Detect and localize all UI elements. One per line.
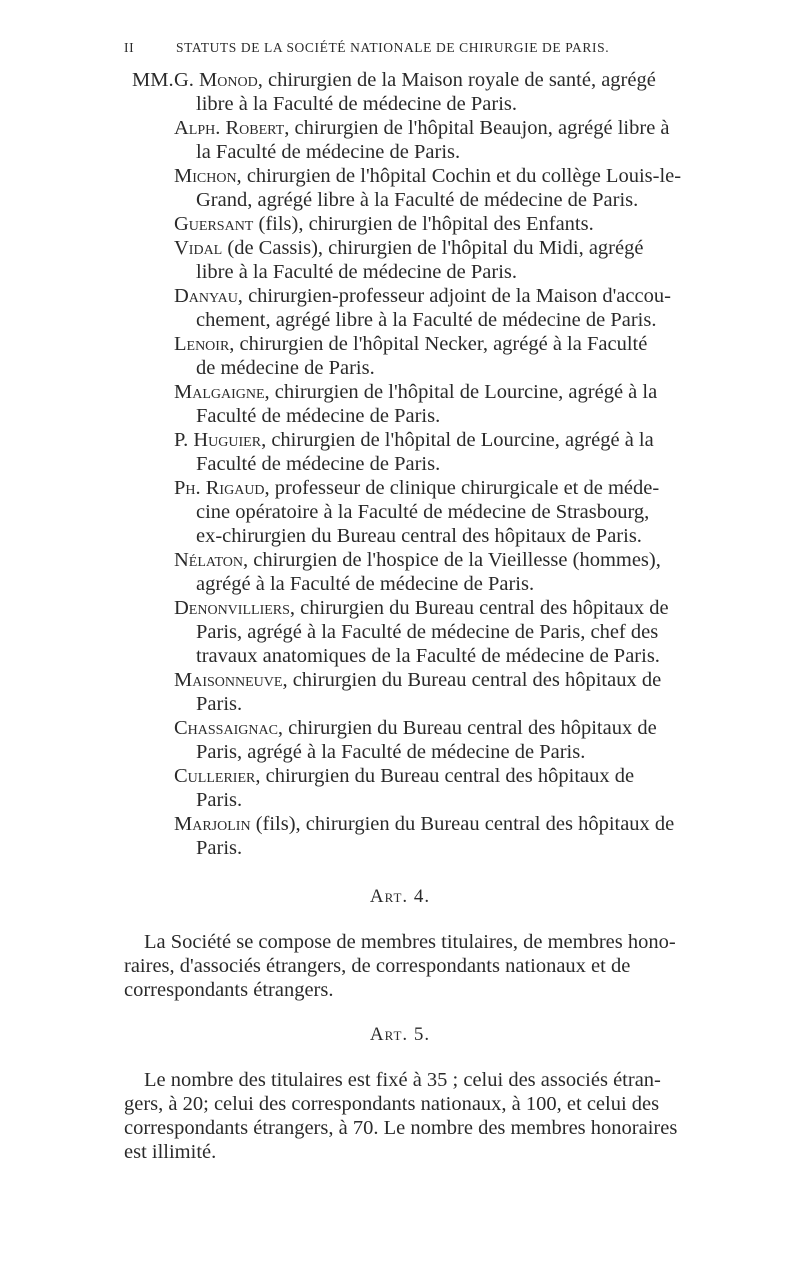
member-description: agrégé à la Faculté de médecine de Paris. bbox=[196, 573, 535, 595]
member-name: Cullerier, bbox=[174, 765, 261, 787]
member-description: (de Cassis), chirurgien de l'hôpital du Midi, agrégé bbox=[227, 237, 644, 259]
page-number: II bbox=[124, 40, 135, 55]
member-entry bbox=[132, 236, 712, 284]
member-entry bbox=[132, 116, 712, 164]
member-description: Paris. bbox=[196, 789, 243, 811]
member-description: Faculté de médecine de Paris. bbox=[196, 405, 441, 427]
member-description: chirurgien de l'hôpital de Lourcine, agrégé à la bbox=[274, 381, 658, 403]
member-entry bbox=[132, 812, 712, 860]
member-entry bbox=[132, 668, 712, 716]
member-description: chirurgien de la Maison royale de santé, agrégé bbox=[267, 69, 656, 91]
member-name: Danyau, bbox=[174, 285, 243, 307]
member-description: chement, agrégé libre à la Faculté de médecine de Paris. bbox=[196, 309, 657, 331]
article-4-heading: Art. 4. bbox=[369, 886, 431, 907]
article-5-heading: Art. 5. bbox=[369, 1024, 431, 1045]
member-name: Denonvilliers, bbox=[174, 597, 296, 619]
member-list bbox=[132, 68, 712, 860]
member-name: Chassaignac, bbox=[174, 717, 284, 739]
member-description: chirurgien de l'hôpital Cochin et du collège Louis-le- bbox=[246, 165, 682, 187]
member-entry bbox=[132, 380, 712, 428]
member-description: libre à la Faculté de médecine de Paris. bbox=[196, 93, 518, 115]
member-entry bbox=[132, 764, 712, 812]
member-name: Vidal bbox=[174, 237, 223, 259]
members-prefix: MM. bbox=[132, 69, 174, 91]
member-description: Paris. bbox=[196, 693, 243, 715]
paragraph-line: est illimité. bbox=[124, 1141, 217, 1163]
member-description: Paris. bbox=[196, 837, 243, 859]
member-entry bbox=[132, 716, 712, 764]
member-name: Guersant bbox=[174, 213, 254, 235]
member-entry bbox=[132, 164, 712, 212]
member-name: Lenoir, bbox=[174, 333, 235, 355]
member-entry bbox=[132, 212, 712, 236]
member-entry bbox=[132, 428, 712, 476]
article-5-text bbox=[124, 1068, 720, 1164]
member-name: Alph. Robert, bbox=[174, 117, 290, 139]
member-description: professeur de clinique chirurgicale et de méde- bbox=[274, 477, 660, 499]
member-description: chirurgien de l'hospice de la Vieillesse (hommes), bbox=[253, 549, 661, 571]
member-description: (fils), chirurgien du Bureau central des hôpitaux de bbox=[255, 813, 675, 835]
article-4-text bbox=[124, 930, 720, 1002]
paragraph-line: raires, d'associés étrangers, de correspondants nationaux et de bbox=[124, 955, 631, 977]
member-name: P. Huguier, bbox=[174, 429, 267, 451]
member-name: Malgaigne, bbox=[174, 381, 270, 403]
running-title: STATUTS DE LA SOCIÉTÉ NATIONALE DE CHIRURGIE DE PARIS. bbox=[176, 40, 610, 55]
paragraph-line: gers, à 20; celui des correspondants nationaux, à 100, et celui des bbox=[124, 1093, 660, 1115]
paragraph-line: correspondants étrangers. bbox=[124, 979, 334, 1001]
paragraph-line: correspondants étrangers, à 70. Le nombre des membres honoraires bbox=[124, 1117, 678, 1139]
member-description: chirurgien du Bureau central des hôpitaux de bbox=[288, 717, 657, 739]
member-description: la Faculté de médecine de Paris. bbox=[196, 141, 461, 163]
member-entry bbox=[132, 476, 712, 548]
member-description: chirurgien de l'hôpital de Lourcine, agrégé à la bbox=[271, 429, 654, 451]
member-entry bbox=[132, 284, 712, 332]
member-description: Paris, agrégé à la Faculté de médecine de Paris, chef des bbox=[196, 621, 659, 643]
member-name: Maisonneuve, bbox=[174, 669, 288, 691]
member-description: chirurgien de l'hôpital Necker, agrégé à la Faculté bbox=[239, 333, 648, 355]
member-description: ex-chirurgien du Bureau central des hôpitaux de Paris. bbox=[196, 525, 642, 547]
member-description: chirurgien du Bureau central des hôpitaux de bbox=[265, 765, 635, 787]
member-entry bbox=[132, 332, 712, 380]
member-entry bbox=[132, 68, 712, 116]
member-name: Nélaton, bbox=[174, 549, 249, 571]
member-description: chirurgien du Bureau central des hôpitaux de bbox=[300, 597, 669, 619]
member-description: cine opératoire à la Faculté de médecine de Strasbourg, bbox=[196, 501, 650, 523]
paragraph-line: La Société se compose de membres titulaires, de membres hono- bbox=[144, 931, 676, 953]
member-description: Paris, agrégé à la Faculté de médecine de Paris. bbox=[196, 741, 586, 763]
member-description: de médecine de Paris. bbox=[196, 357, 375, 379]
running-header bbox=[124, 40, 684, 60]
member-description: Grand, agrégé libre à la Faculté de médecine de Paris. bbox=[196, 189, 639, 211]
member-description: libre à la Faculté de médecine de Paris. bbox=[196, 261, 518, 283]
member-name: G. Monod, bbox=[174, 69, 263, 91]
member-description: chirurgien-professeur adjoint de la Maison d'accou- bbox=[248, 285, 671, 307]
member-entry bbox=[132, 548, 712, 596]
member-description: (fils), chirurgien de l'hôpital des Enfants. bbox=[258, 213, 594, 235]
member-entries bbox=[132, 68, 712, 860]
member-description: chirurgien de l'hôpital Beaujon, agrégé libre à bbox=[294, 117, 670, 139]
member-description: Faculté de médecine de Paris. bbox=[196, 453, 441, 475]
member-name: Michon, bbox=[174, 165, 242, 187]
member-description: chirurgien du Bureau central des hôpitaux de bbox=[292, 669, 662, 691]
member-description: travaux anatomiques de la Faculté de médecine de Paris. bbox=[196, 645, 660, 667]
member-name: Marjolin bbox=[174, 813, 251, 835]
member-name: Ph. Rigaud, bbox=[174, 477, 270, 499]
paragraph-line: Le nombre des titulaires est fixé à 35 ; celui des associés étran- bbox=[144, 1069, 661, 1091]
member-entry bbox=[132, 596, 712, 668]
